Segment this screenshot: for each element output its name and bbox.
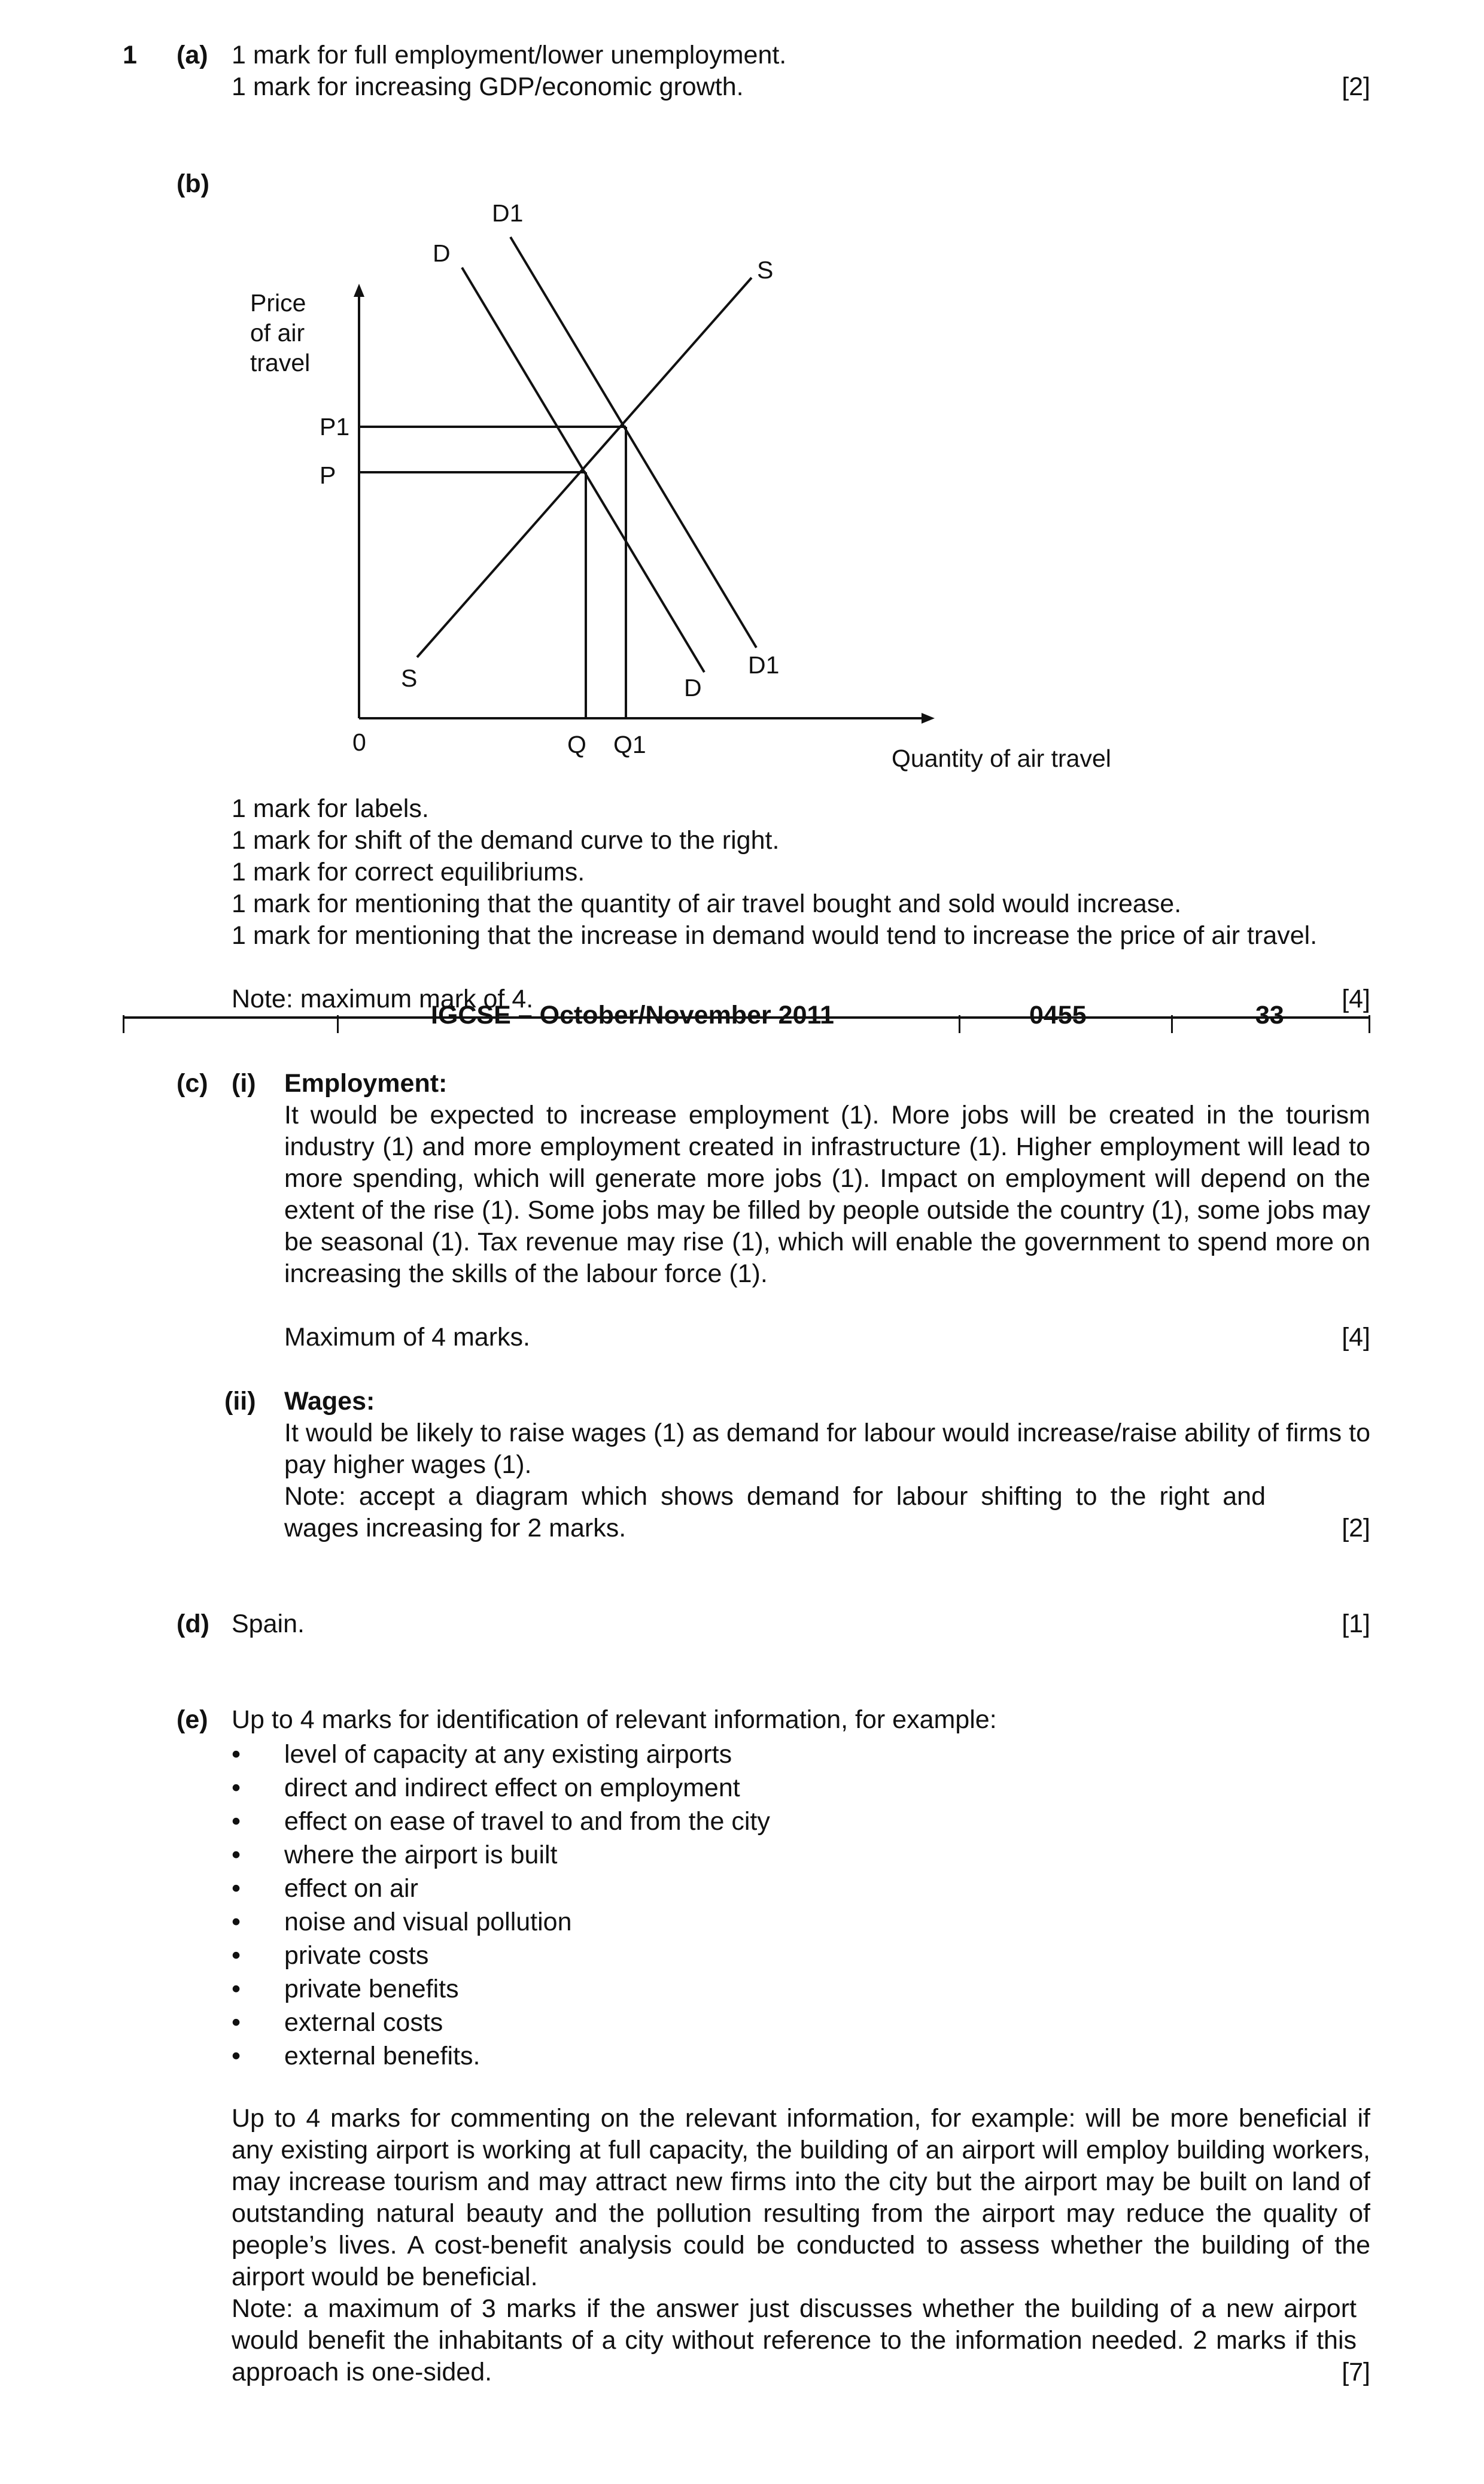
part-c-i-max: Maximum of 4 marks. (284, 1323, 530, 1352)
bullet-icon: • (232, 1841, 241, 1869)
part-e-note: Note: a maximum of 3 marks if the answer just discusses whether the building of a new airport would benefit the inhabitants of a city without reference to the information needed. 2 marks if this approach is one-sided. (232, 2294, 1357, 2386)
bullet-icon: • (232, 1774, 241, 1802)
curve-label-d1-bottom: D1 (748, 651, 780, 679)
supply-demand-diagram (0, 180, 1484, 778)
price-label-p1: P1 (320, 413, 350, 441)
curve-label-d-top: D (433, 239, 451, 267)
y-axis-label-line: travel (250, 349, 311, 376)
quantity-label-q1: Q1 (613, 731, 646, 758)
part-b-line: 1 mark for labels. (232, 794, 429, 823)
price-axis-arrow (354, 284, 364, 297)
bullet-icon: • (232, 1975, 241, 2003)
part-a-line: 1 mark for increasing GDP/economic growth. (232, 72, 744, 101)
part-e-intro: Up to 4 marks for identification of relevant information, for example: (232, 1705, 997, 1734)
curve-label-s-bottom: S (401, 664, 418, 692)
bullet-icon: • (232, 1941, 241, 1970)
origin-label: 0 (352, 728, 366, 756)
part-c-ii-marks: [2] (1342, 1514, 1370, 1542)
part-c-i-text: It would be expected to increase employment (1). More jobs will be created in the tourism industry (1) and more employment created in infrastructure (1). Higher employment will lead to more spending, which will generate more jobs (1). Impact on employment will depend on the extent of the rise (1). Some jobs may be filled by people outside the country (1), some jobs may be seasonal (1). Tax revenue may rise (1), which will enable the government to spend more on increasing the skills of the labour force (1). (284, 1101, 1370, 1288)
part-c-i-heading: Employment: (284, 1069, 448, 1098)
part-c-i-label: (i) (232, 1069, 256, 1098)
bullet-icon: • (232, 1807, 241, 1836)
part-b-marks: [4] (1342, 985, 1370, 1013)
price-label-p: P (320, 461, 336, 489)
y-axis-label-line: of air (250, 319, 305, 347)
part-b-line: 1 mark for shift of the demand curve to the right. (232, 826, 780, 855)
part-c-ii-text: It would be likely to raise wages (1) as demand for labour would increase/raise ability of firms to pay higher wages (1). (284, 1419, 1370, 1479)
part-e-comment: Up to 4 marks for commenting on the relevant information, for example: will be more beneficial if any existing airport is working at full capacity, the building of an airport will employ building workers, may increase tourism and may attract new firms into the city but the airport may be built on land of outstanding natural beauty and the pollution resulting from the airport may reduce the quality of people’s lives. A cost-benefit analysis could be conducted to assess whether the building of the airport would be beneficial. (232, 2104, 1370, 2291)
curve-label-d-bottom: D (684, 674, 702, 702)
question-number: 1 (123, 41, 137, 69)
supply-curve-s (417, 278, 752, 657)
x-axis-label: Quantity of air travel (892, 745, 1111, 772)
part-b-line: 1 mark for correct equilibriums. (232, 858, 585, 886)
header-paper: 33 (1255, 1003, 1284, 1030)
curve-label-d1-top: D1 (492, 199, 524, 227)
part-c-ii-label: (ii) (224, 1387, 256, 1416)
quantity-label-q: Q (567, 731, 586, 758)
header-strip (123, 1003, 1370, 1033)
part-d-text: Spain. (232, 1610, 305, 1638)
part-b-line: 1 mark for mentioning that the increase in demand would tend to increase the price of air travel. (232, 921, 1318, 950)
part-b-note: Note: maximum mark of 4. (232, 985, 534, 1013)
curve-label-s-top: S (757, 256, 774, 284)
bullet-icon: • (232, 1908, 241, 1936)
part-d-marks: [1] (1342, 1610, 1370, 1638)
part-e-label: (e) (177, 1705, 208, 1734)
header-exam: IGCSE – October/November 2011 (431, 1003, 834, 1030)
part-a-line: 1 mark for full employment/lower unemployment. (232, 41, 787, 69)
header-syllabus: 0455 (1029, 1003, 1087, 1030)
part-e-marks: [7] (1342, 2358, 1370, 2386)
quantity-axis-arrow (922, 713, 935, 724)
part-c-ii-heading: Wages: (284, 1387, 375, 1416)
part-d-label: (d) (177, 1610, 209, 1638)
part-a-marks: [2] (1342, 72, 1370, 101)
bullet-icon: • (232, 1740, 241, 1769)
part-b-line: 1 mark for mentioning that the quantity of air travel bought and sold would increase. (232, 889, 1182, 918)
part-c-label: (c) (177, 1069, 208, 1098)
bullet-icon: • (232, 2042, 241, 2070)
part-c-i-marks: [4] (1342, 1323, 1370, 1352)
part-b-label: (b) (177, 169, 209, 198)
bullet-icon: • (232, 1874, 241, 1903)
bullet-icon: • (232, 2008, 241, 2037)
y-axis-label-line: Price (250, 289, 306, 317)
demand-curve-d1 (510, 237, 756, 648)
part-a-label: (a) (177, 41, 208, 69)
part-c-ii-note: Note: accept a diagram which shows demand for labour shifting to the right and wages increasing for 2 marks. (284, 1482, 1266, 1542)
